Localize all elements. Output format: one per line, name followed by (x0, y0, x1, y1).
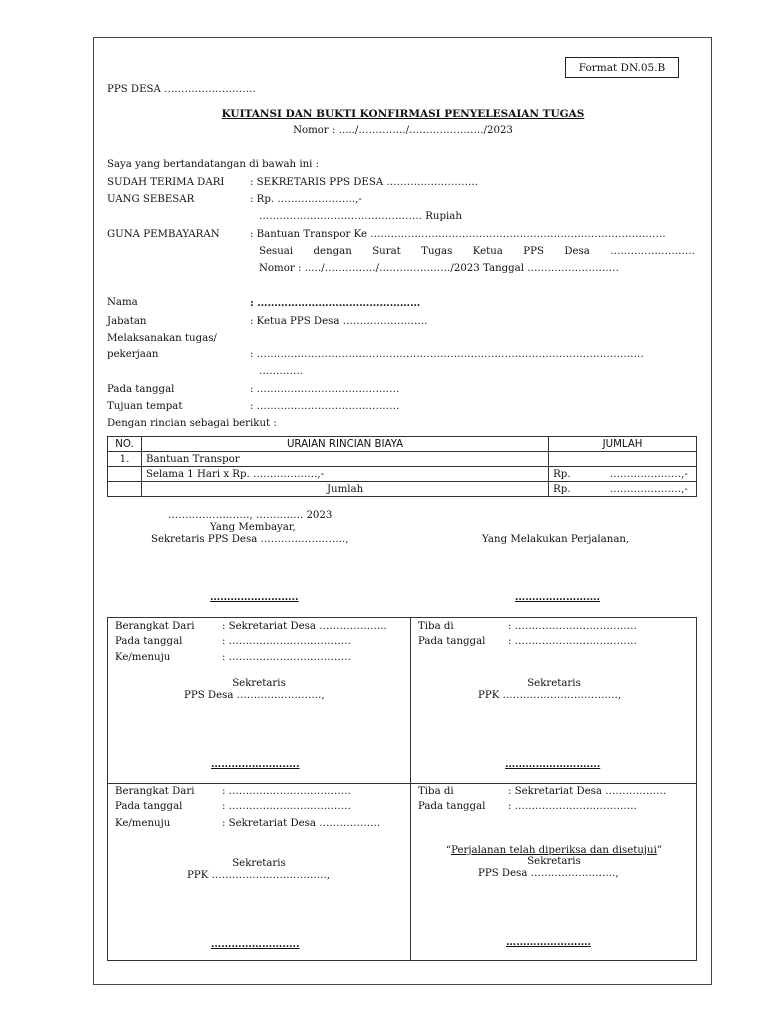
sesuai-word: dengan (313, 246, 352, 257)
sesuai-word: Desa (564, 246, 590, 257)
tl-signature-line: …………………….. (211, 758, 300, 770)
cost-table (107, 436, 697, 497)
pekerjaan-continued: …………. (259, 366, 303, 377)
table-header: JUMLAH (549, 437, 697, 452)
jabatan-value: : Ketua PPS Desa ……………………. (250, 316, 428, 327)
travel-confirmation-grid (107, 617, 697, 961)
rincian-intro: Dengan rincian sebagai berikut : (107, 418, 277, 429)
tr-tiba-label: Tiba di (418, 621, 454, 632)
bl-berangkat-label: Berangkat Dari (115, 786, 195, 797)
total-amount: …………………,- (609, 483, 688, 495)
uang-label: UANG SEBESAR (107, 194, 195, 205)
br-approval-note (410, 845, 698, 856)
table-header-row (108, 437, 697, 452)
payer-title: Yang Membayar, (210, 522, 296, 533)
surat-tugas-nomor: Nomor : ..…/……………/…………………/2023 Tanggal ……………………… (259, 263, 619, 274)
tanggal-value: : …………………………………… (250, 384, 400, 395)
grid-horizontal-divider (108, 783, 696, 784)
rp-label: Rp. (553, 468, 571, 480)
tl-menuju-value: : ……………………………… (222, 652, 351, 663)
total-label: Jumlah (141, 482, 548, 497)
br-tiba-value: : Sekretariat Desa ……………… (508, 786, 667, 797)
table-cell-desc: Selama 1 Hari x Rp. ……………….,- (141, 467, 548, 482)
traveler-title: Yang Melakukan Perjalanan, (482, 534, 630, 545)
bl-tanggal-value: : ……………………………… (222, 801, 351, 812)
tr-signature-line: ………………………. (505, 758, 601, 770)
bl-berangkat-value: : ……………………………… (222, 786, 351, 797)
payer-signature-line: …………………….. (210, 591, 299, 603)
sesuai-line (259, 246, 695, 257)
rp-label: Rp. (553, 483, 571, 495)
format-code: Format DN.05.B (578, 61, 666, 74)
intro-text: Saya yang bertandatangan di bawah ini : (107, 159, 320, 170)
br-role-2: PPS Desa ……………………., (478, 868, 619, 879)
br-tanggal-value: : ……………………………… (508, 801, 637, 812)
sign-date-line: ……………………, ………….. 2023 (168, 510, 333, 521)
sesuai-word: Ketua (472, 246, 503, 257)
tl-menuju-label: Ke/menuju (115, 652, 171, 663)
document-title: KUITANSI DAN BUKTI KONFIRMASI PENYELESAIAN TUGAS (221, 108, 585, 120)
terima-value: : SEKRETARIS PPS DESA ……………………… (250, 177, 479, 188)
melaksanakan-label: Melaksanakan tugas/ (107, 333, 217, 344)
sesuai-word: PPS (523, 246, 544, 257)
bl-tanggal-label: Pada tanggal (115, 801, 183, 812)
format-code-box (565, 57, 679, 78)
br-tiba-label: Tiba di (418, 786, 454, 797)
tr-tanggal-value: : ……………………………… (508, 636, 637, 647)
sesuai-word: Surat (372, 246, 401, 257)
table-cell-no (108, 467, 142, 482)
sesuai-word: Sesuai (259, 246, 294, 257)
terima-label: SUDAH TERIMA DARI (107, 177, 225, 188)
table-cell-no: 1. (108, 452, 142, 467)
tr-tanggal-label: Pada tanggal (418, 636, 486, 647)
br-tanggal-label: Pada tanggal (418, 801, 486, 812)
table-cell-amount (549, 452, 697, 467)
pps-desa-header: PPS DESA ……………………… (107, 84, 256, 95)
table-cell-no (108, 482, 142, 497)
nama-label: Nama (107, 297, 138, 308)
uang-value: : Rp. …………………..,- (250, 194, 362, 205)
tr-tiba-value: : ……………………………… (508, 621, 637, 632)
tl-role-1: Sekretaris (232, 678, 286, 689)
br-note-text: Perjalanan telah diperiksa dan disetujui (451, 845, 657, 856)
grid-vertical-divider (410, 618, 411, 960)
table-header: NO. (108, 437, 142, 452)
tanggal-label: Pada tanggal (107, 384, 175, 395)
tr-role-1: Sekretaris (527, 678, 581, 689)
bl-role-2: PPK ……………………………., (187, 870, 331, 881)
table-cell-amount (549, 482, 697, 497)
rupiah-words: ………………………………………… Rupiah (259, 211, 462, 222)
bl-role-1: Sekretaris (232, 858, 286, 869)
guna-label: GUNA PEMBAYARAN (107, 229, 220, 240)
amount-value: …………………,- (609, 468, 688, 480)
br-note-close-quote: ” (656, 845, 663, 856)
tujuan-label: Tujuan tempat (107, 401, 183, 412)
table-cell-desc: Bantuan Transpor (141, 452, 548, 467)
table-header: URAIAN RINCIAN BIAYA (141, 437, 548, 452)
br-signature-line: ……………………. (506, 936, 592, 948)
br-role-1: Sekretaris (527, 856, 581, 867)
jabatan-label: Jabatan (107, 316, 147, 327)
tr-role-2: PPK ……………………………., (478, 690, 622, 701)
bl-signature-line: …………………….. (211, 938, 300, 950)
guna-value: : Bantuan Transpor Ke …………………………………………………………………………… (250, 229, 666, 240)
tl-role-2: PPS Desa ……………………., (184, 690, 325, 701)
tujuan-value: : …………………………………… (250, 401, 400, 412)
pekerjaan-value: : …………………………………………………………………………………………………… (250, 349, 644, 360)
tl-berangkat-value: : Sekretariat Desa ……………….. (222, 621, 387, 632)
tl-tanggal-value: : ……………………………… (222, 636, 351, 647)
traveler-signature-line: ……………………. (515, 591, 601, 603)
table-row (108, 467, 697, 482)
sesuai-word: Tugas (421, 246, 453, 257)
tl-tanggal-label: Pada tanggal (115, 636, 183, 647)
table-row (108, 452, 697, 467)
document-number: Nomor : ...../…………../…………………./2023 (293, 125, 513, 136)
bl-menuju-value: : Sekretariat Desa ……………… (222, 818, 381, 829)
sesuai-word: ……………………. (610, 246, 695, 257)
bl-menuju-label: Ke/menuju (115, 818, 171, 829)
br-note-open-quote: “ (445, 845, 452, 856)
payer-role: Sekretaris PPS Desa ……………………., (151, 534, 349, 545)
table-cell-amount (549, 467, 697, 482)
table-total-row (108, 482, 697, 497)
tl-berangkat-label: Berangkat Dari (115, 621, 195, 632)
nama-value: : ………………………………………… (250, 297, 421, 309)
pekerjaan-label: pekerjaan (107, 349, 159, 360)
